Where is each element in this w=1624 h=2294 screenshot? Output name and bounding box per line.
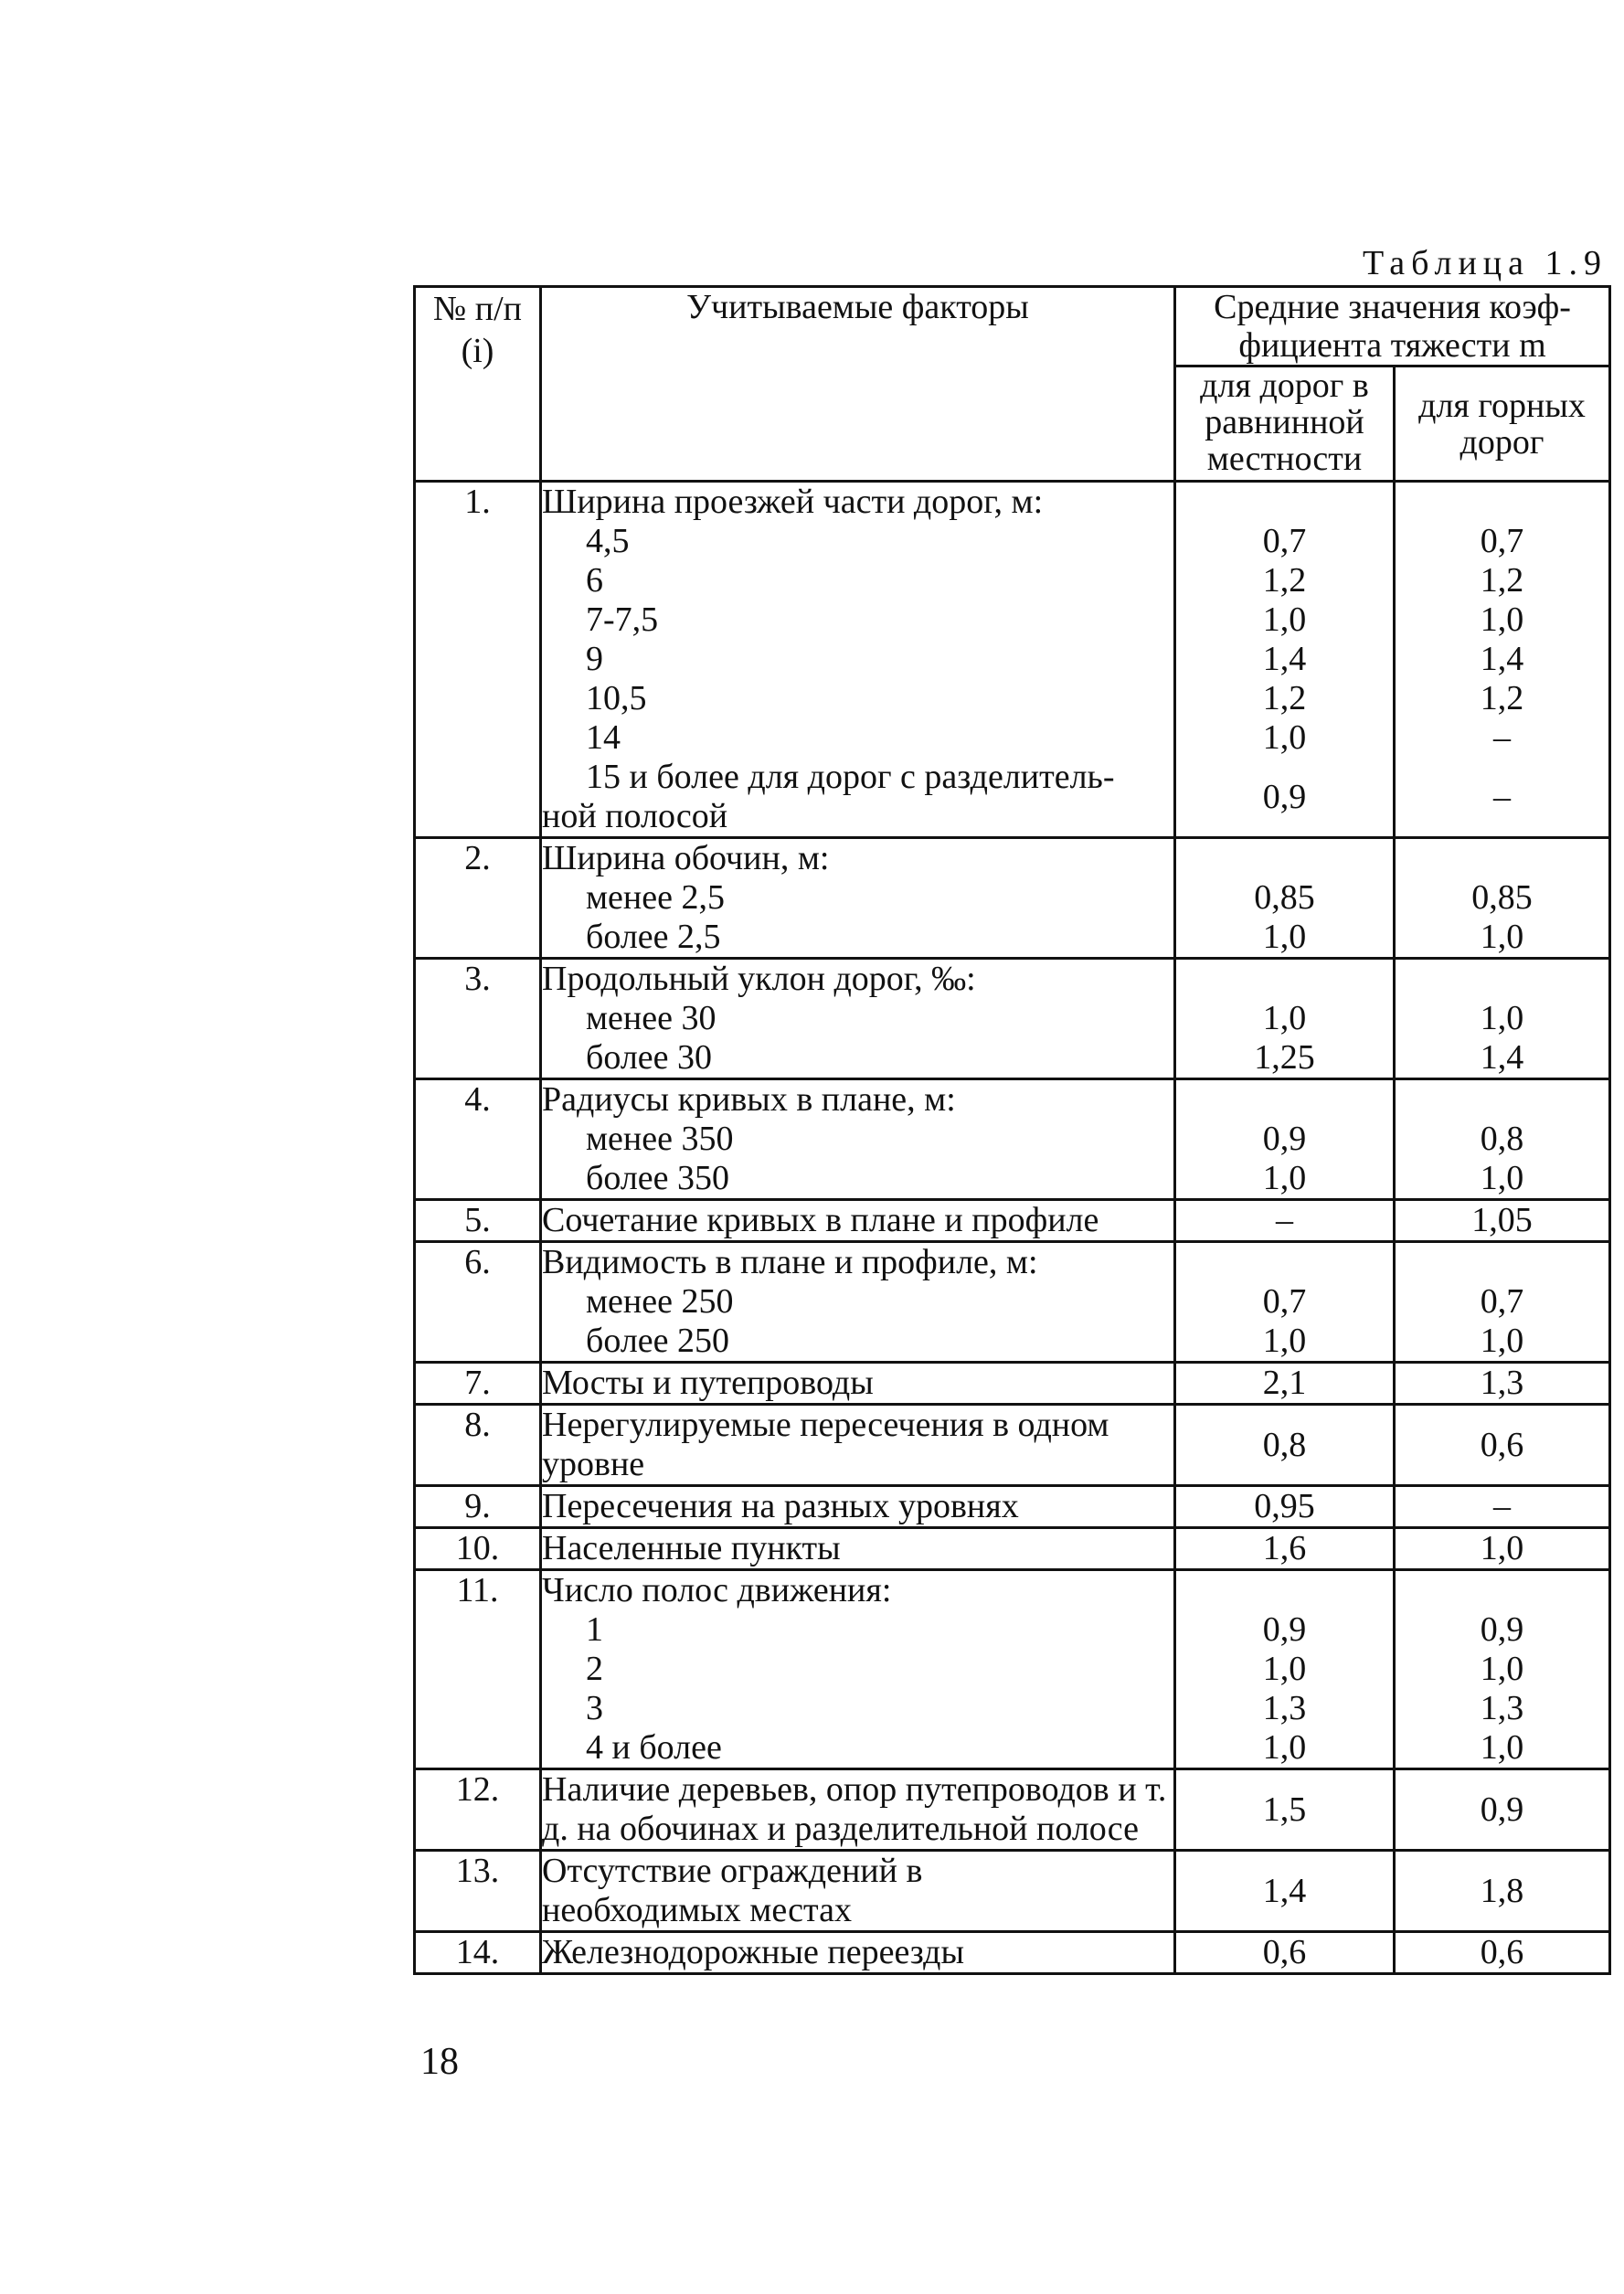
row-num: 6. [415, 1242, 541, 1363]
row-plain-value: 1,6 [1175, 1528, 1395, 1570]
row-plain-values: 1,0 1,25 [1175, 959, 1395, 1079]
row-num: 3. [415, 959, 541, 1079]
row-num: 2. [415, 838, 541, 959]
table-row [415, 1079, 1610, 1200]
row-factor: Ширина обочин, м: менее 2,5 более 2,5 [541, 838, 1175, 959]
row-plain-value: 0,6 [1175, 1932, 1395, 1974]
row-mountain-value: 0,6 [1395, 1405, 1610, 1486]
row-num: 7. [415, 1363, 541, 1405]
row-plain-value: 1,5 [1175, 1769, 1395, 1851]
row-plain-values: 0,7 1,2 1,0 1,4 1,2 1,0 0,9 [1175, 482, 1395, 838]
row-mountain-values: 0,7 1,2 1,0 1,4 1,2 – – [1395, 482, 1610, 838]
row-mountain-values: 0,85 1,0 [1395, 838, 1610, 959]
table-row [415, 1570, 1610, 1769]
row-num: 4. [415, 1079, 541, 1200]
table-row [415, 1405, 1610, 1486]
row-plain-value: – [1175, 1200, 1395, 1242]
row-plain-value: 0,95 [1175, 1486, 1395, 1528]
table-caption: Таблица 1.9 [1362, 244, 1608, 282]
row-plain-values: 0,7 1,0 [1175, 1242, 1395, 1363]
header-group: Средние значения коэф-фициента тяжести m [1175, 287, 1610, 366]
row-num: 5. [415, 1200, 541, 1242]
row-mountain-values: 0,7 1,0 [1395, 1242, 1610, 1363]
row-plain-value: 2,1 [1175, 1363, 1395, 1405]
row-plain-value: 0,8 [1175, 1405, 1395, 1486]
row-plain-value: 1,4 [1175, 1851, 1395, 1932]
table-row [415, 1769, 1610, 1851]
row-mountain-value: 1,3 [1395, 1363, 1610, 1405]
row-num: 11. [415, 1570, 541, 1769]
coefficient-table [413, 285, 1611, 1975]
header-num-label: № п/п (i) [433, 290, 522, 370]
row-factor: Сочетание кривых в плане и профиле [541, 1200, 1175, 1242]
header-mountain: для горных дорог [1395, 366, 1610, 482]
row-factor: Продольный уклон дорог, ‰: менее 30 более 30 [541, 959, 1175, 1079]
header-plain: для дорог в равнинной местности [1175, 366, 1395, 482]
row-num: 12. [415, 1769, 541, 1851]
row-num: 8. [415, 1405, 541, 1486]
row-factor: Ширина проезжей части дорог, м: 4,5 6 7-7,5 9 10,5 14 15 и более для дорог с разделитель- ной полосой [541, 482, 1175, 838]
table-row [415, 1486, 1610, 1528]
row-factor: Видимость в плане и профиле, м: менее 250 более 250 [541, 1242, 1175, 1363]
table-row [415, 1363, 1610, 1405]
table-row [415, 1932, 1610, 1974]
row-num: 14. [415, 1932, 541, 1974]
page-number: 18 [420, 2041, 459, 2083]
table-row [415, 1242, 1610, 1363]
row-num: 9. [415, 1486, 541, 1528]
row-mountain-values: 0,8 1,0 [1395, 1079, 1610, 1200]
header-num [415, 287, 541, 482]
row-factor: Населенные пункты [541, 1528, 1175, 1570]
table-row [415, 1528, 1610, 1570]
table-row [415, 482, 1610, 838]
row-mountain-value: 1,0 [1395, 1528, 1610, 1570]
row-factor: Отсутствие ограждений в необходимых местах [541, 1851, 1175, 1932]
table-row [415, 1200, 1610, 1242]
row-num: 10. [415, 1528, 541, 1570]
row-factor: Нерегулируемые пересечения в одном уровне [541, 1405, 1175, 1486]
row-mountain-value: 1,8 [1395, 1851, 1610, 1932]
row-mountain-value: 0,9 [1395, 1769, 1610, 1851]
row-mountain-values: 0,9 1,0 1,3 1,0 [1395, 1570, 1610, 1769]
row-factor: Число полос движения: 1 2 3 4 и более [541, 1570, 1175, 1769]
row-plain-values: 0,9 1,0 1,3 1,0 [1175, 1570, 1395, 1769]
row-mountain-values: 1,0 1,4 [1395, 959, 1610, 1079]
row-mountain-value: 0,6 [1395, 1932, 1610, 1974]
row-factor: Железнодорожные переезды [541, 1932, 1175, 1974]
row-plain-values: 0,85 1,0 [1175, 838, 1395, 959]
row-factor: Наличие деревьев, опор путепроводов и т. д. на обочинах и разделительной полосе [541, 1769, 1175, 1851]
table-row [415, 1851, 1610, 1932]
row-plain-values: 0,9 1,0 [1175, 1079, 1395, 1200]
table-row [415, 838, 1610, 959]
row-mountain-value: 1,05 [1395, 1200, 1610, 1242]
row-num: 1. [415, 482, 541, 838]
table-row [415, 959, 1610, 1079]
row-mountain-value: – [1395, 1486, 1610, 1528]
header-factor: Учитываемые факторы [541, 287, 1175, 482]
row-factor: Пересечения на разных уровнях [541, 1486, 1175, 1528]
row-factor: Радиусы кривых в плане, м: менее 350 более 350 [541, 1079, 1175, 1200]
row-factor: Мосты и путепроводы [541, 1363, 1175, 1405]
row-num: 13. [415, 1851, 541, 1932]
